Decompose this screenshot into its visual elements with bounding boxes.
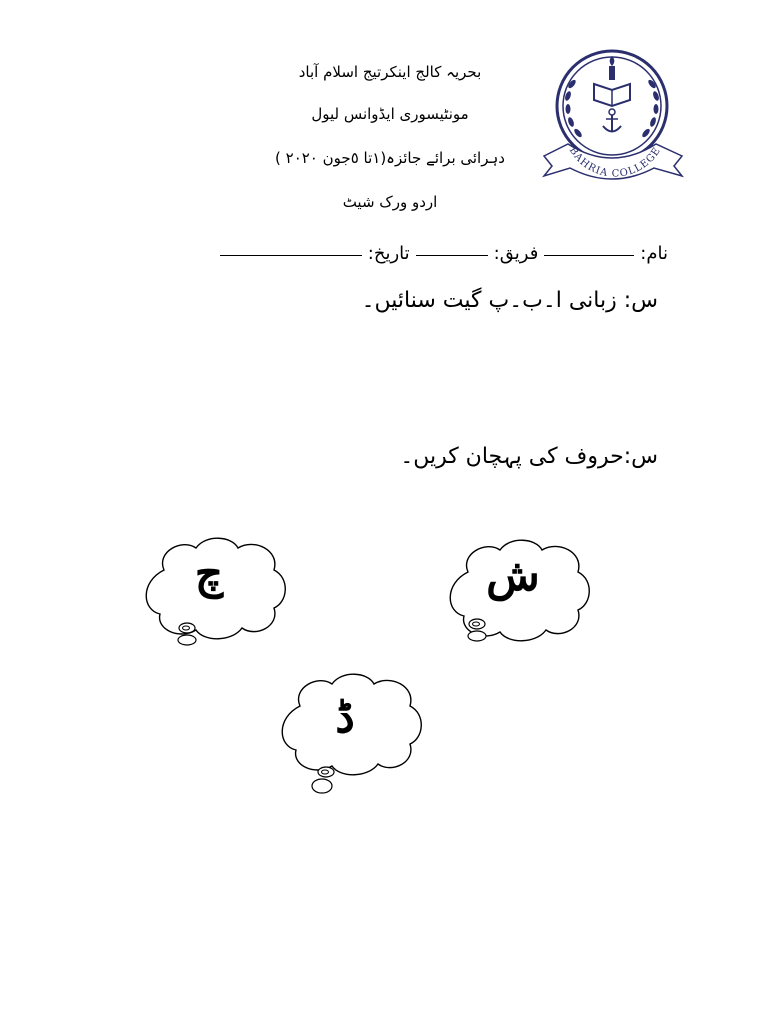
revision-title: دہرائی برائے جائزہ(١تا ٥جون ٢٠٢٠ ) (275, 149, 505, 167)
question-2: س:حروف کی پہچان کریں۔ (400, 444, 658, 469)
letter-sheen: ش (486, 550, 540, 601)
date-label: تاریخ: (367, 243, 410, 264)
letter-che: چ (194, 548, 224, 599)
letter-ddal: ڈ (335, 692, 355, 743)
letter-cloud (270, 666, 430, 796)
letter-cloud (438, 532, 598, 662)
level-title: مونٹیسوری ایڈوانس لیول (311, 105, 469, 123)
logo-text: BAHRIA COLLEGE (566, 145, 664, 180)
question-1: س: زبانی ا۔ب۔پ گیت سنائیں۔ (361, 288, 658, 313)
sheet-title: اردو ورک شیٹ (342, 193, 438, 211)
letter-cloud (134, 530, 294, 660)
section-label: فریق: (493, 243, 539, 264)
bahria-college-crest-icon (540, 44, 690, 192)
section-field[interactable] (416, 255, 488, 256)
name-field[interactable] (544, 255, 634, 256)
school-name: بحریہ کالج اینکرتیج اسلام آباد (298, 63, 482, 81)
bahria-college-logo (540, 44, 690, 192)
date-field[interactable] (220, 255, 362, 256)
name-label: نام: (640, 243, 668, 264)
student-info-row (108, 234, 668, 264)
